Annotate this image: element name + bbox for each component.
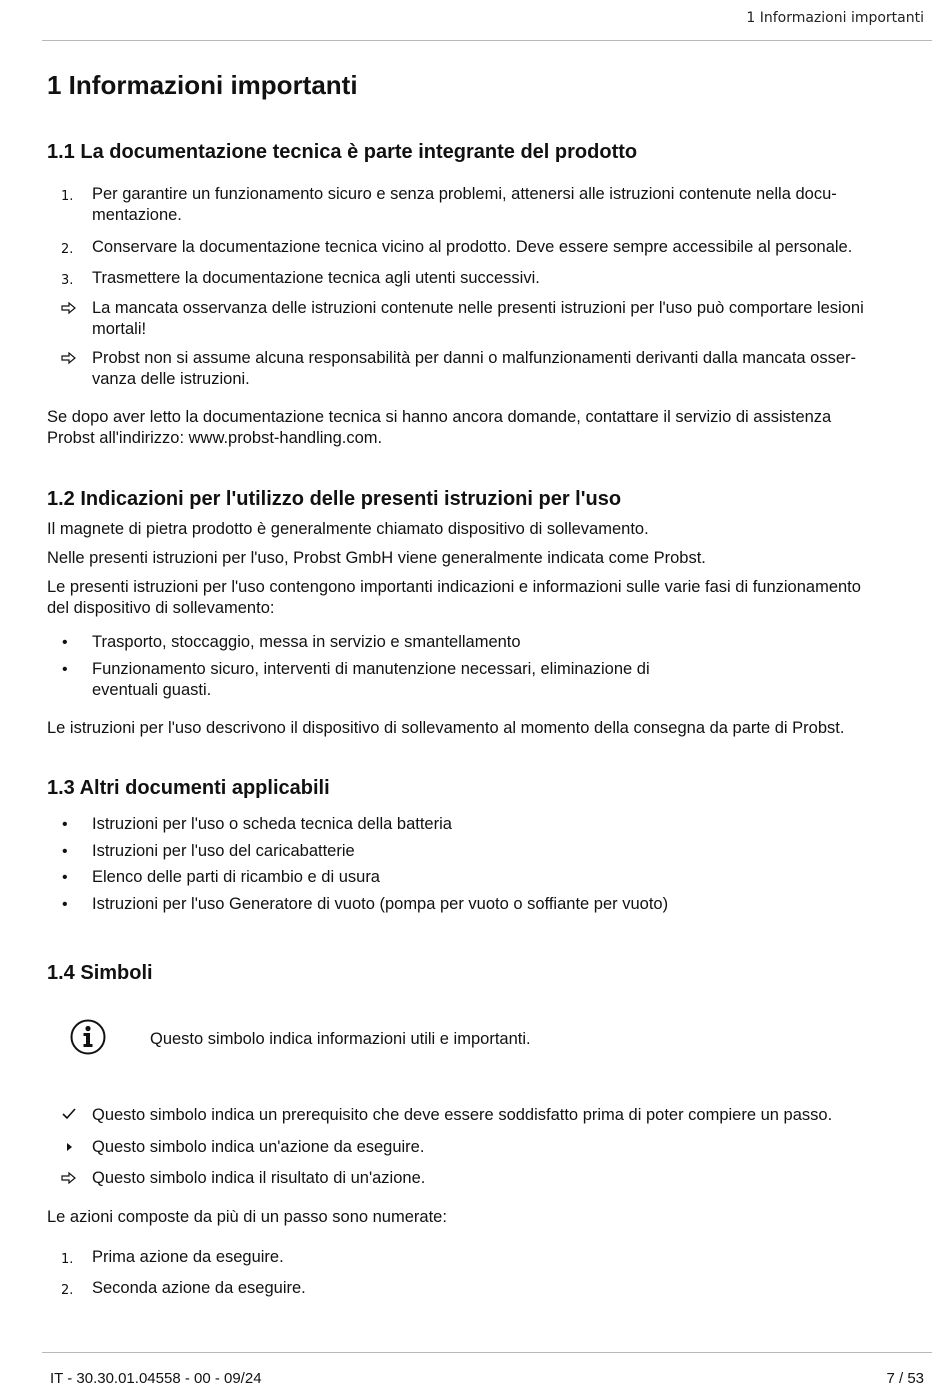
step-number: 2. <box>61 242 74 257</box>
header-divider <box>42 40 932 41</box>
info-symbol-description: Questo simbolo indica informazioni utili e importanti. <box>150 1030 531 1048</box>
section-1-3-heading: 1.3 Altri documenti applicabili <box>47 777 330 799</box>
step-number: 1. <box>61 189 74 204</box>
bullet: • <box>62 869 68 886</box>
section-1-2-heading: 1.2 Indicazioni per l'utilizzo delle presenti istruzioni per l'uso <box>47 488 622 510</box>
list-item: Probst non si assume alcuna responsabilità per danni o malfunzionamenti derivanti dalla mancata osser- vanza delle istruzioni. <box>47 348 927 390</box>
list-item: 1. Per garantire un funzionamento sicuro e senza problemi, attenersi alle istruzioni contenute nella docu- mentazione. <box>61 185 837 224</box>
list-item: • Funzionamento sicuro, interventi di manutenzione necessari, eliminazione di eventuali guasti. <box>62 660 650 699</box>
list-item: Questo simbolo indica un prerequisito che deve essere soddisfatto prima di poter compiere un passo. <box>47 1105 927 1126</box>
list-item: • Istruzioni per l'uso Generatore di vuoto (pompa per vuoto o soffiante per vuoto) <box>62 895 669 913</box>
result-arrow-icon <box>61 351 77 365</box>
result-arrow-icon <box>61 301 77 315</box>
result-arrow-icon <box>61 1171 77 1185</box>
list-item: 1. Prima azione da eseguire. <box>47 1247 927 1268</box>
document-id: IT - 30.30.01.04558 - 00 - 09/24 <box>50 1370 262 1387</box>
bullet: • <box>62 816 68 833</box>
paragraph: Le presenti istruzioni per l'uso contengono importanti indicazioni e informazioni sulle varie fasi di funzionamento del dispositivo di sollevamento: <box>47 578 861 617</box>
bullet: • <box>62 661 68 678</box>
paragraph: Le istruzioni per l'uso descrivono il dispositivo di sollevamento al momento della consegna da parte di Probst. <box>47 719 845 737</box>
list-item: • Istruzioni per l'uso o scheda tecnica della batteria <box>62 815 452 833</box>
bullet: • <box>62 896 68 913</box>
paragraph: Il magnete di pietra prodotto è generalmente chiamato dispositivo di sollevamento. <box>47 520 649 538</box>
checkmark-icon <box>61 1107 77 1121</box>
list-item: Questo simbolo indica il risultato di un'azione. <box>47 1168 927 1189</box>
triangle-right-icon <box>61 1140 77 1154</box>
list-item: • Istruzioni per l'uso del caricabatterie <box>62 842 355 860</box>
step-number: 3. <box>61 273 74 288</box>
list-item: 3. Trasmettere la documentazione tecnica agli utenti successivi. <box>47 268 927 289</box>
section-1-4-heading: 1.4 Simboli <box>47 962 153 984</box>
paragraph: Le azioni composte da più di un passo sono numerate: <box>47 1208 447 1226</box>
list-item: 2. Seconda azione da eseguire. <box>47 1278 927 1299</box>
step-number: 2. <box>61 1283 74 1298</box>
paragraph: Nelle presenti istruzioni per l'uso, Probst GmbH viene generalmente indicata come Probst. <box>47 549 706 567</box>
list-item: Questo simbolo indica un'azione da eseguire. <box>47 1137 927 1158</box>
chapter-title: 1 Informazioni importanti <box>47 70 358 100</box>
bullet: • <box>62 634 68 651</box>
bullet: • <box>62 843 68 860</box>
step-number: 1. <box>61 1252 74 1267</box>
footer-divider <box>42 1352 932 1353</box>
paragraph: Se dopo aver letto la documentazione tecnica si hanno ancora domande, contattare il servizio di assistenza Probst all'indirizzo: www.probst-handling.com. <box>47 408 832 447</box>
list-item: • Trasporto, stoccaggio, messa in servizio e smantellamento <box>62 633 521 651</box>
section-1-1-heading: 1.1 La documentazione tecnica è parte integrante del prodotto <box>47 141 638 163</box>
list-item: La mancata osservanza delle istruzioni contenute nelle presenti istruzioni per l'uso può comportare lesioni mortali! <box>47 298 927 340</box>
info-icon <box>69 1018 107 1056</box>
list-item: 2. Conservare la documentazione tecnica vicino al prodotto. Deve essere sempre accessibile al personale. <box>47 237 927 258</box>
page-header-title: 1 Informazioni importanti <box>746 10 924 26</box>
page-number: 7 / 53 <box>886 1370 924 1387</box>
list-item: • Elenco delle parti di ricambio e di usura <box>62 868 380 886</box>
